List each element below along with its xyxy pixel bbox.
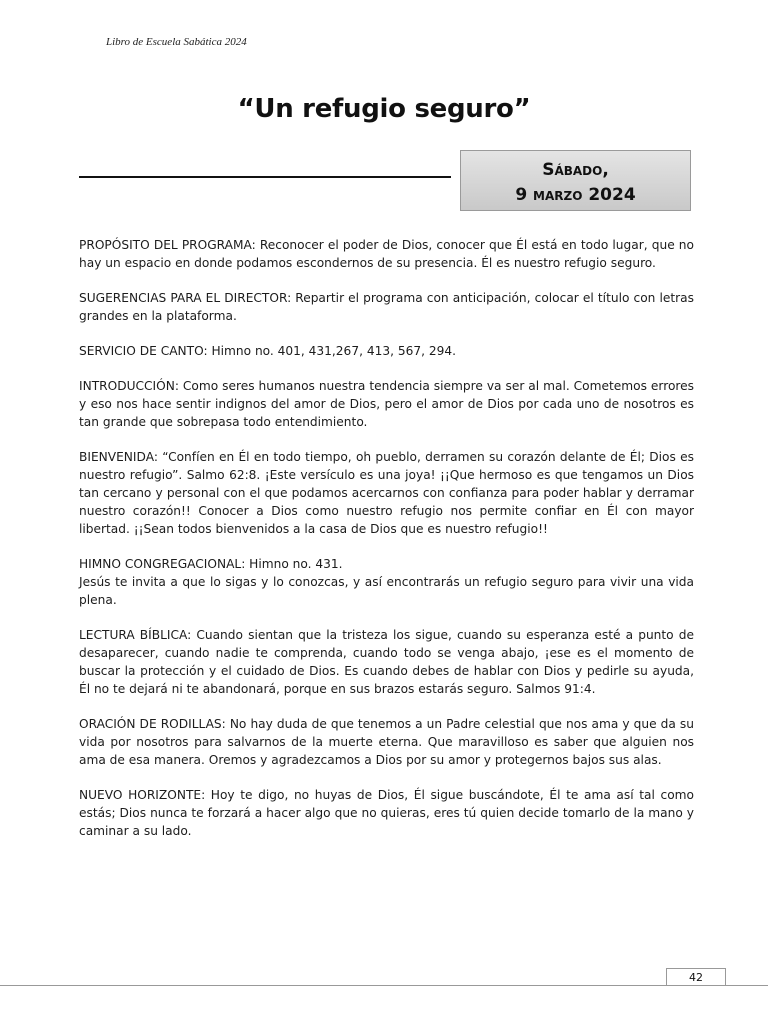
running-header: Libro de Escuela Sabática 2024: [106, 36, 247, 48]
paragraph-proposito: PROPÓSITO DEL PROGRAMA: Reconocer el poder de Dios, conocer que Él está en todo lugar, que no hay un espacio en donde podamos escondernos de su presencia. Él es nuestro refugio seguro.: [79, 238, 694, 270]
paragraph-himno-congregacional: HIMNO CONGREGACIONAL: Himno no. 431. Jesús te invita a que lo sigas y lo conozcas, y así encontrarás un refugio seguro para vivir una vida plena.: [79, 557, 694, 607]
page-title: “Un refugio seguro”: [237, 94, 531, 124]
paragraph-sugerencias: SUGERENCIAS PARA EL DIRECTOR: Repartir el programa con anticipación, colocar el título con letras grandes en la plataforma.: [79, 291, 694, 323]
footer-rule: [0, 985, 768, 986]
title-underline-rule: [79, 176, 451, 178]
paragraph-introduccion: INTRODUCCIÓN: Como seres humanos nuestra tendencia siempre va ser al mal. Cometemos errores y eso nos hace sentir indignos del amor de Dios, pero el amor de Dios por cada uno de nosotros es tan grande que sobrepasa todo entendimiento.: [79, 379, 694, 429]
paragraph-oracion-rodillas: ORACIÓN DE RODILLAS: No hay duda de que tenemos a un Padre celestial que nos ama y que da su vida por nosotros para salvarnos de la muerte eterna. Que maravilloso es saber que alguien nos ama de esa manera. Oremos y agradezcamos a Dios por su amor y protegernos bajos sus alas.: [79, 717, 694, 767]
date-full: 9 marzo 2024: [515, 185, 636, 205]
paragraph-servicio-canto: SERVICIO DE CANTO: Himno no. 401, 431,267, 413, 567, 294.: [79, 344, 456, 358]
date-day: Sábado,: [542, 160, 609, 180]
date-box: [460, 150, 691, 211]
page-number: 42: [666, 968, 726, 985]
paragraph-lectura-biblica: LECTURA BÍBLICA: Cuando sientan que la tristeza los sigue, cuando su esperanza esté a punto de desaparecer, cuando nadie te comprenda, cuando todo se venga abajo, ¡ese es el momento de buscar la protección y el cuidado de Dios. Es cuando debes de hablar con Dios y pedirle su ayuda, Él no te dejará ni te abandonará, porque en sus brazos estarás seguro. Salmos 91:4.: [79, 628, 694, 696]
paragraph-bienvenida: BIENVENIDA: “Confíen en Él en todo tiempo, oh pueblo, derramen su corazón delante de Él; Dios es nuestro refugio”. Salmo 62:8. ¡Este versículo es una joya! ¡¡Que hermoso es que tengamos un Dios tan cercano y personal con el que podamos acercarnos con confianza para poder hablar y derramar nuestro corazón!! Conocer a Dios como nuestro refugio nos permite confiar en Él con mayor libertad. ¡¡Sean todos bienvenidos a la casa de Dios que es nuestro refugio!!: [79, 450, 694, 536]
program-content: [79, 236, 694, 857]
paragraph-nuevo-horizonte: NUEVO HORIZONTE: Hoy te digo, no huyas de Dios, Él sigue buscándote, Él te ama así tal como estás; Dios nunca te forzará a hacer algo que no quieras, eres tú quien decide tomarlo de la mano y caminar a su lado.: [79, 788, 694, 838]
